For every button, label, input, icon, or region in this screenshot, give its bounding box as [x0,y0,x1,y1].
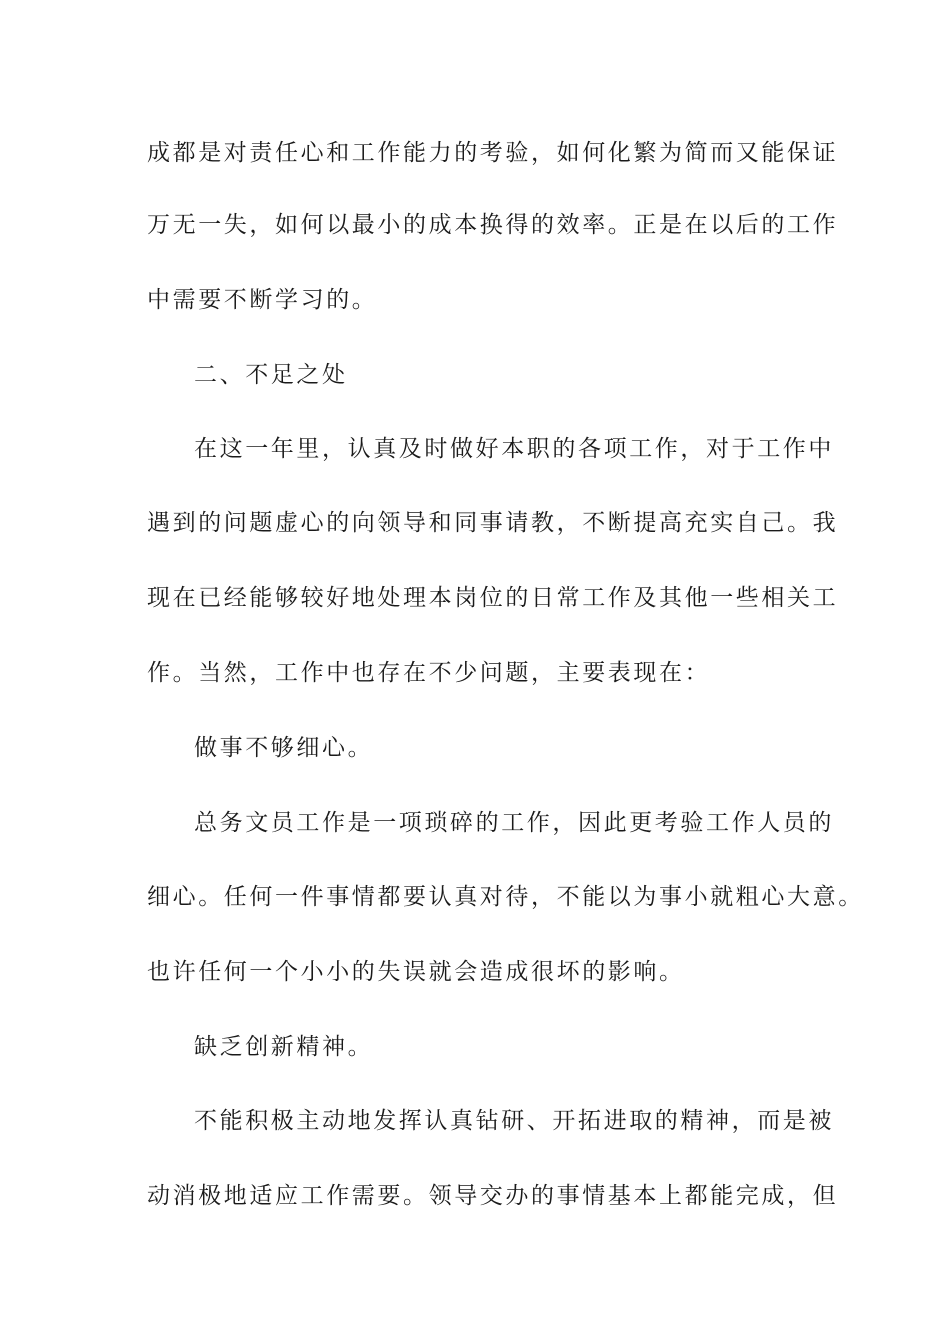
paragraph-line: 中需要不断学习的。 [147,287,378,313]
paragraph-line: 遇到的问题虚心的向领导和同事请教，不断提高充实自己。我 [147,510,839,536]
paragraph-line: 细心。任何一件事情都要认真对待，不能以为事小就粗心大意。 [147,884,864,910]
subheading: 做事不够细心。 [194,735,374,761]
paragraph-line: 作。当然，工作中也存在不少问题，主要表现在： [147,660,711,686]
paragraph-line: 也许任何一个小小的失误就会造成很坏的影响。 [147,959,685,985]
paragraph-line: 万无一失，如何以最小的成本换得的效率。正是在以后的工作 [147,212,839,238]
subheading: 缺乏创新精神。 [194,1034,374,1060]
paragraph-line: 成都是对责任心和工作能力的考验，如何化繁为简而又能保证 [147,140,839,166]
paragraph-line: 现在已经能够较好地处理本岗位的日常工作及其他一些相关工 [147,585,839,611]
paragraph-line: 在这一年里，认真及时做好本职的各项工作，对于工作中 [194,436,834,462]
paragraph-line: 总务文员工作是一项琐碎的工作，因此更考验工作人员的 [194,810,834,836]
paragraph-line: 动消极地适应工作需要。领导交办的事情基本上都能完成，但 [147,1183,839,1209]
paragraph-line: 不能积极主动地发挥认真钻研、开拓进取的精神，而是被 [194,1108,834,1134]
section-heading: 二、不足之处 [194,362,348,388]
